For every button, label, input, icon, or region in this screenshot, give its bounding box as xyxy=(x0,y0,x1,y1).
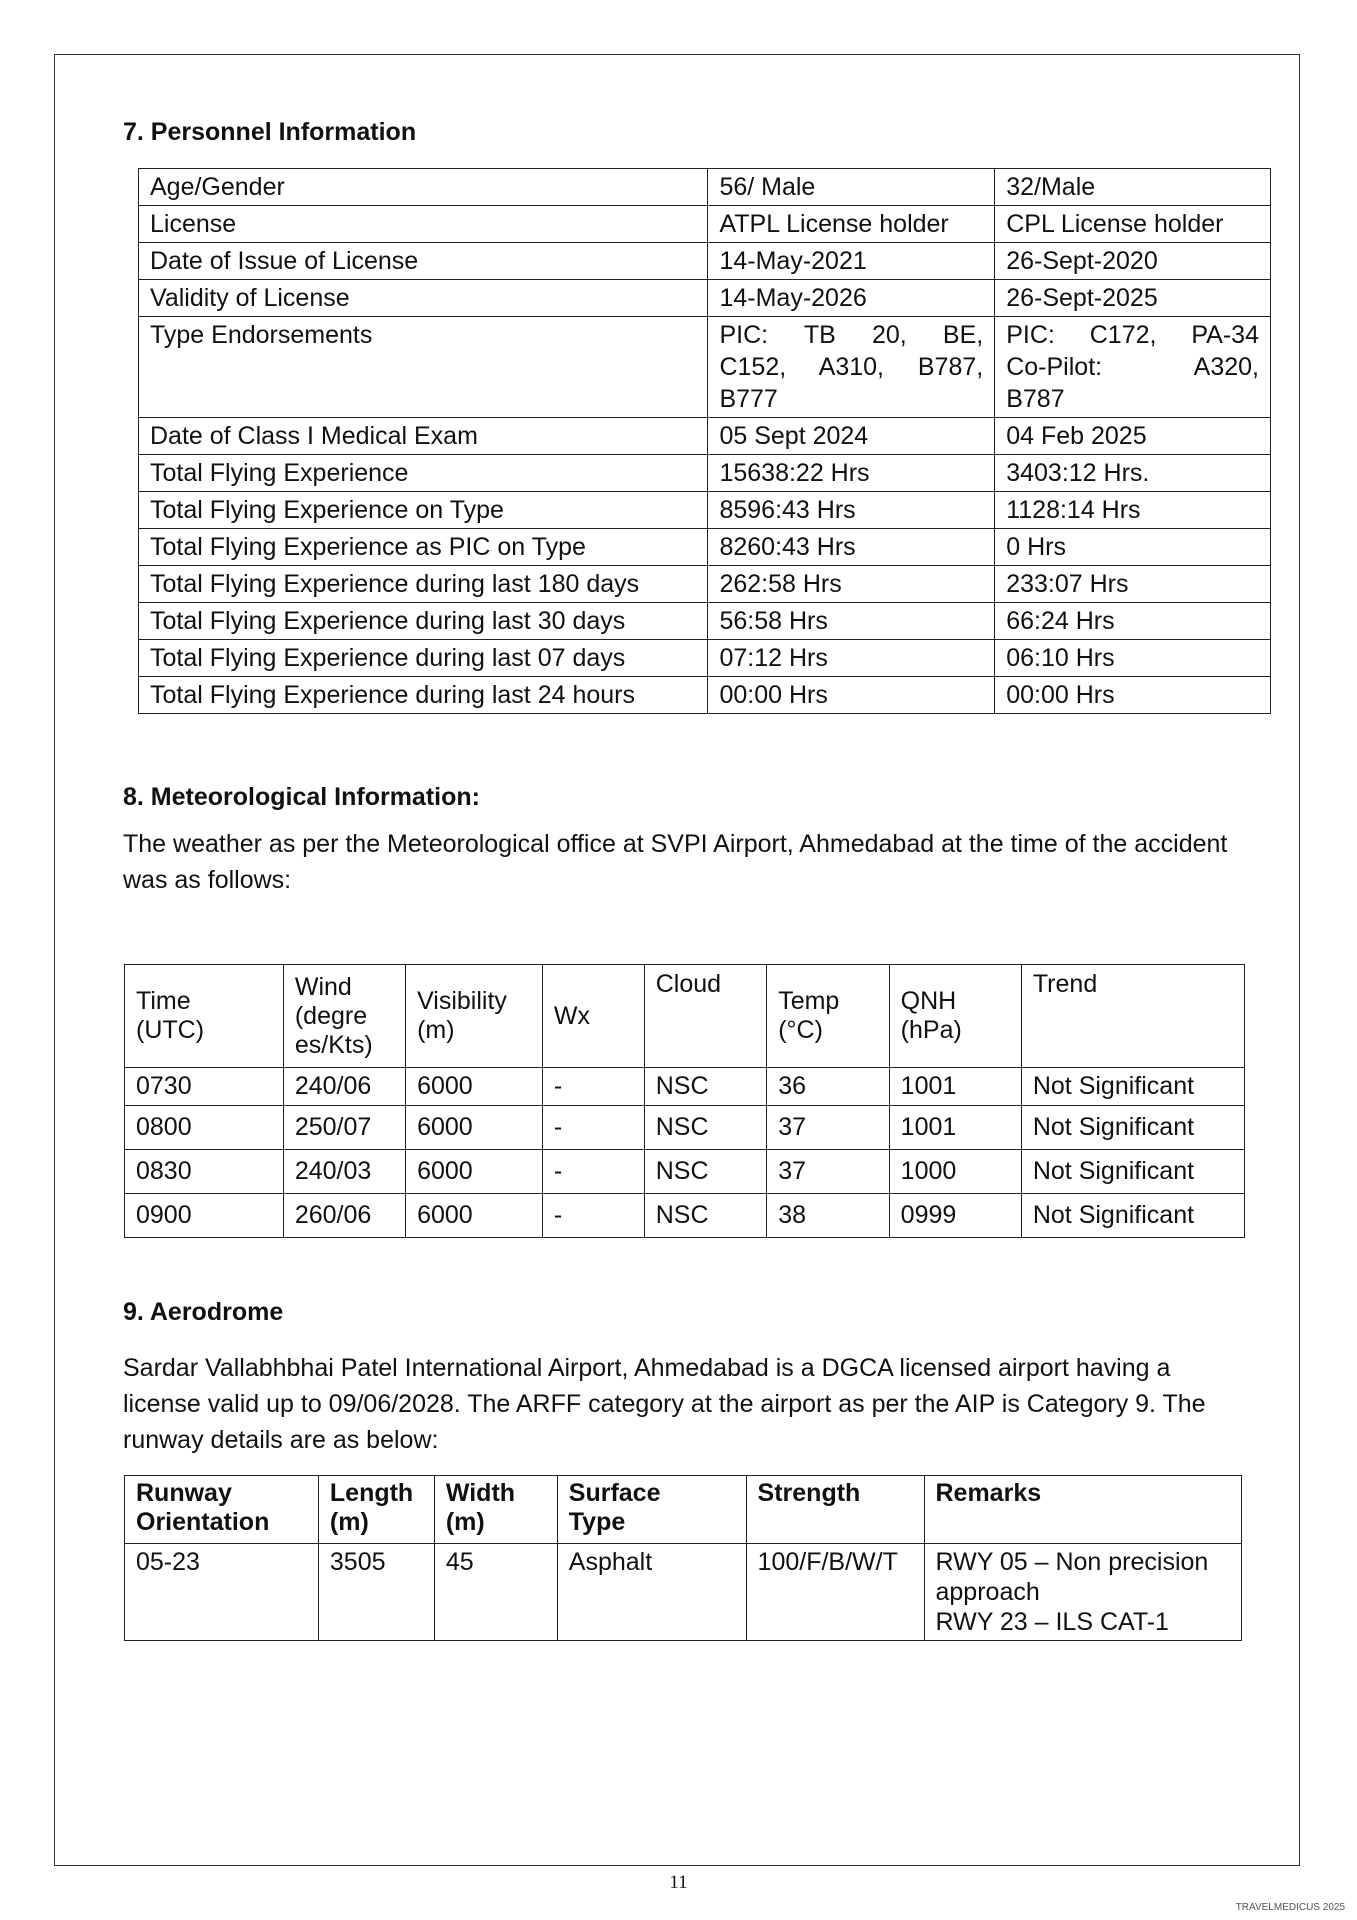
runway-cell: 05-23 xyxy=(125,1544,319,1641)
met-cell: 6000 xyxy=(406,1194,543,1238)
cell-line: Visibility xyxy=(417,987,507,1015)
pilot-in-command-cell: 8596:43 Hrs xyxy=(708,492,995,529)
table-row xyxy=(139,317,1271,418)
personnel-label-cell: License xyxy=(139,206,708,243)
section-8-paragraph: The weather as per the Meteorological office at SVPI Airport, Ahmedabad at the time of the accident was as follows: xyxy=(123,830,1228,894)
first-officer-cell: 26-Sept-2025 xyxy=(995,280,1271,317)
personnel-label-cell: Total Flying Experience as PIC on Type xyxy=(139,529,708,566)
table-row xyxy=(139,206,1271,243)
met-cell: Not Significant xyxy=(1021,1194,1244,1238)
met-cell: 36 xyxy=(767,1068,889,1106)
table-row xyxy=(125,1194,1245,1238)
cell-line: RWY 05 – Non precision xyxy=(935,1548,1209,1576)
section-9-paragraph: Sardar Vallabhbhai Patel International Airport, Ahmedabad is a DGCA licensed airport having a license valid up to 09/06/2028. The ARFF category at the airport as per the AIP is Category 9. The runway details are as below: xyxy=(123,1354,1206,1454)
met-cell: NSC xyxy=(644,1068,766,1106)
met-cell: Not Significant xyxy=(1021,1150,1244,1194)
runway-cell: 100/F/B/W/T xyxy=(746,1544,924,1641)
first-officer-cell: 00:00 Hrs xyxy=(995,677,1271,714)
met-cell: - xyxy=(542,1150,644,1194)
section-9-title: 9. Aerodrome xyxy=(123,1298,284,1326)
table-row xyxy=(139,169,1271,206)
met-header-cell xyxy=(283,965,405,1068)
first-officer-cell: 04 Feb 2025 xyxy=(995,418,1271,455)
personnel-label-cell: Date of Issue of License xyxy=(139,243,708,280)
runway-cell: 45 xyxy=(434,1544,557,1641)
table-row xyxy=(125,1544,1242,1641)
first-officer-cell: 0 Hrs xyxy=(995,529,1271,566)
first-officer-cell: 3403:12 Hrs. xyxy=(995,455,1271,492)
met-cell: 240/03 xyxy=(283,1150,405,1194)
met-cell: 0999 xyxy=(889,1194,1021,1238)
met-header-cell xyxy=(767,965,889,1068)
cell-line: PIC: C172, PA-34 xyxy=(1006,321,1259,349)
section-8-title: 8. Meteorological Information: xyxy=(123,783,480,811)
table-row xyxy=(125,1068,1245,1106)
met-cell: 0800 xyxy=(125,1106,284,1150)
runway-header-cell xyxy=(434,1476,557,1544)
table-row xyxy=(139,243,1271,280)
pilot-in-command-cell: 14-May-2021 xyxy=(708,243,995,280)
cell-line: Time xyxy=(136,987,191,1015)
cell-line: Co-Pilot: A320, xyxy=(1006,353,1259,381)
cell-line: Width xyxy=(445,1479,516,1507)
met-cell: NSC xyxy=(644,1150,766,1194)
met-cell: Not Significant xyxy=(1021,1106,1244,1150)
personnel-label-cell: Age/Gender xyxy=(139,169,708,206)
pilot-in-command-cell: ATPL License holder xyxy=(708,206,995,243)
watermark: TRAVELMEDICUS 2025 xyxy=(1235,1902,1345,1913)
met-cell: 0830 xyxy=(125,1150,284,1194)
met-cell: 6000 xyxy=(406,1150,543,1194)
met-cell: 6000 xyxy=(406,1068,543,1106)
table-row xyxy=(139,566,1271,603)
section-7-title: 7. Personnel Information xyxy=(123,118,417,146)
met-header-cell xyxy=(125,965,284,1068)
cell-line: RWY 23 – ILS CAT-1 xyxy=(935,1608,1169,1636)
table-row xyxy=(139,677,1271,714)
cell-line: (m) xyxy=(445,1508,485,1536)
met-cell: 1001 xyxy=(889,1068,1021,1106)
table-row xyxy=(125,1150,1245,1194)
personnel-label-cell: Type Endorsements xyxy=(139,317,708,418)
cell-line: Runway xyxy=(136,1479,232,1507)
met-cell: 38 xyxy=(767,1194,889,1238)
runway-header-cell xyxy=(318,1476,434,1544)
met-cell: - xyxy=(542,1194,644,1238)
cell-line: (m) xyxy=(329,1508,369,1536)
cell-line: QNH xyxy=(900,987,957,1015)
personnel-label-cell: Total Flying Experience on Type xyxy=(139,492,708,529)
personnel-table xyxy=(138,168,1271,714)
pilot-in-command-cell: 05 Sept 2024 xyxy=(708,418,995,455)
runway-cell: Asphalt xyxy=(557,1544,746,1641)
cell-line: Surface xyxy=(568,1479,661,1507)
cell-line: (UTC) xyxy=(136,1016,205,1044)
runway-header-cell xyxy=(125,1476,319,1544)
cell-line: B787 xyxy=(1006,385,1065,413)
met-cell: 0900 xyxy=(125,1194,284,1238)
met-cell: 240/06 xyxy=(283,1068,405,1106)
runway-header-cell xyxy=(557,1476,746,1544)
first-officer-cell: 06:10 Hrs xyxy=(995,640,1271,677)
personnel-label-cell: Total Flying Experience during last 30 days xyxy=(139,603,708,640)
first-officer-cell xyxy=(995,317,1271,418)
table-row xyxy=(139,418,1271,455)
met-cell: Not Significant xyxy=(1021,1068,1244,1106)
cell-line: B777 xyxy=(719,385,778,413)
met-cell: 37 xyxy=(767,1106,889,1150)
personnel-label-cell: Total Flying Experience during last 24 hours xyxy=(139,677,708,714)
pilot-in-command-cell: 262:58 Hrs xyxy=(708,566,995,603)
met-cell: NSC xyxy=(644,1106,766,1150)
first-officer-cell: CPL License holder xyxy=(995,206,1271,243)
runway-header-cell xyxy=(746,1476,924,1544)
personnel-label-cell: Date of Class I Medical Exam xyxy=(139,418,708,455)
runway-cell: 3505 xyxy=(318,1544,434,1641)
pilot-in-command-cell: 8260:43 Hrs xyxy=(708,529,995,566)
personnel-label-cell: Validity of License xyxy=(139,280,708,317)
personnel-label-cell: Total Flying Experience during last 07 days xyxy=(139,640,708,677)
first-officer-cell: 32/Male xyxy=(995,169,1271,206)
cell-line: Strength xyxy=(757,1479,861,1507)
cell-line: approach xyxy=(935,1578,1040,1606)
met-cell: 37 xyxy=(767,1150,889,1194)
met-header-cell xyxy=(644,965,766,1068)
personnel-label-cell: Total Flying Experience xyxy=(139,455,708,492)
cell-line: Length xyxy=(329,1479,414,1507)
met-cell: 6000 xyxy=(406,1106,543,1150)
first-officer-cell: 1128:14 Hrs xyxy=(995,492,1271,529)
cell-line: Wind xyxy=(294,972,352,1001)
pilot-in-command-cell: 07:12 Hrs xyxy=(708,640,995,677)
met-header-cell xyxy=(542,965,644,1068)
first-officer-cell: 26-Sept-2020 xyxy=(995,243,1271,280)
table-row xyxy=(139,603,1271,640)
met-header-cell xyxy=(406,965,543,1068)
table-row xyxy=(139,455,1271,492)
met-cell: NSC xyxy=(644,1194,766,1238)
table-row xyxy=(139,280,1271,317)
meteorological-table xyxy=(124,964,1245,1238)
cell-line: C152, A310, B787, xyxy=(719,353,984,381)
met-header-cell xyxy=(889,965,1021,1068)
table-row xyxy=(139,529,1271,566)
cell-line: Cloud xyxy=(655,970,722,998)
cell-line: es/Kts) xyxy=(294,1030,373,1059)
cell-line: PIC: TB 20, BE, xyxy=(719,321,984,349)
met-header-cell xyxy=(1021,965,1244,1068)
cell-line: Trend xyxy=(1032,970,1098,998)
pilot-in-command-cell: 56:58 Hrs xyxy=(708,603,995,640)
pilot-in-command-cell: 15638:22 Hrs xyxy=(708,455,995,492)
met-cell: 1001 xyxy=(889,1106,1021,1150)
runway-cell xyxy=(924,1544,1242,1641)
first-officer-cell: 233:07 Hrs xyxy=(995,566,1271,603)
met-cell: 250/07 xyxy=(283,1106,405,1150)
cell-line: (degre xyxy=(294,1001,368,1030)
cell-line: Orientation xyxy=(136,1508,270,1536)
met-cell: 1000 xyxy=(889,1150,1021,1194)
first-officer-cell: 66:24 Hrs xyxy=(995,603,1271,640)
cell-line: Temp xyxy=(778,987,840,1015)
pilot-in-command-cell: 56/ Male xyxy=(708,169,995,206)
met-cell: 0730 xyxy=(125,1068,284,1106)
runway-header-cell xyxy=(924,1476,1242,1544)
table-row xyxy=(125,1106,1245,1150)
pilot-in-command-cell: 00:00 Hrs xyxy=(708,677,995,714)
personnel-label-cell: Total Flying Experience during last 180 days xyxy=(139,566,708,603)
cell-line: Remarks xyxy=(935,1479,1042,1507)
cell-line: (hPa) xyxy=(900,1016,962,1044)
cell-line: (m) xyxy=(417,1016,455,1044)
runway-table xyxy=(124,1475,1242,1641)
cell-line: (°C) xyxy=(778,1016,823,1044)
met-cell: 260/06 xyxy=(283,1194,405,1238)
met-cell: - xyxy=(542,1106,644,1150)
cell-line: Type xyxy=(568,1508,626,1536)
table-row xyxy=(139,640,1271,677)
pilot-in-command-cell: 14-May-2026 xyxy=(708,280,995,317)
met-cell: - xyxy=(542,1068,644,1106)
cell-line: Wx xyxy=(553,1001,590,1030)
page-number: 11 xyxy=(669,1872,688,1893)
table-row xyxy=(139,492,1271,529)
pilot-in-command-cell xyxy=(708,317,995,418)
